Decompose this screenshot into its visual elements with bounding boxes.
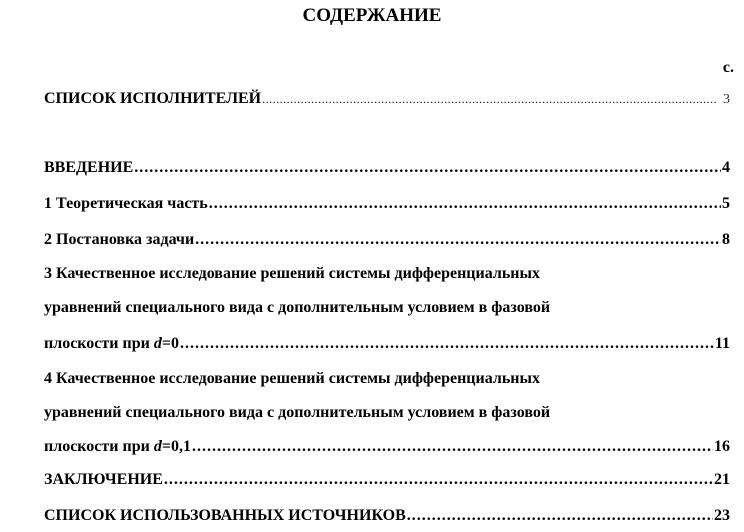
toc-entry-chapter3-line2: уравнений специального вида с дополнительным условием в фазовой [44, 299, 551, 316]
toc-entry-performers [44, 88, 730, 111]
toc-text-suffix: =0 [161, 335, 179, 352]
toc-entry-chapter4-line2: уравнений специального вида с дополнительным условием в фазовой [44, 404, 551, 421]
dot-leader [195, 229, 721, 251]
page-title: СОДЕРЖАНИЕ [302, 5, 442, 26]
toc-text-suffix: =0,1 [161, 438, 191, 455]
dot-leader [407, 505, 713, 527]
toc-page-number: 11 [714, 335, 730, 352]
toc-text-variable: d [153, 438, 162, 455]
toc-entry-chapter4-line3 [44, 436, 730, 458]
toc-page-number: 4 [722, 159, 730, 176]
toc-page-number: 3 [723, 92, 730, 107]
toc-entry-text: СПИСОК ИСПОЛНИТЕЛЕЙ [44, 90, 262, 107]
toc-entry-text: 2 Постановка задачи [44, 231, 195, 248]
toc-entry-theory [44, 193, 730, 215]
dot-leader [134, 157, 721, 179]
toc-entry-references [44, 505, 730, 527]
page-column-label: с. [722, 59, 734, 76]
toc-entry-text: СПИСОК ИСПОЛЬЗОВАННЫХ ИСТОЧНИКОВ [44, 507, 406, 524]
toc-entry-introduction [44, 157, 730, 179]
toc-page-number: 8 [722, 231, 730, 248]
toc-entry-text: 1 Теоретическая часть [44, 195, 208, 212]
toc-entry-chapter4-line1: 4 Качественное исследование решений системы дифференциальных [44, 370, 541, 387]
toc-page-number: 16 [714, 438, 730, 455]
toc-entry-chapter3-line1: 3 Качественное исследование решений системы дифференциальных [44, 265, 541, 282]
toc-page-number: 23 [714, 507, 730, 524]
dot-leader [262, 88, 716, 110]
dot-leader [192, 436, 713, 458]
dot-leader [164, 469, 713, 491]
toc-page-number: 21 [714, 471, 730, 488]
dot-leader [180, 333, 714, 355]
toc-entry-conclusion [44, 469, 730, 491]
toc-entry-chapter3-line3 [44, 333, 730, 355]
toc-entry-text [44, 436, 191, 458]
toc-text-variable: d [153, 335, 162, 352]
toc-entry-text: ВВЕДЕНИЕ [44, 159, 134, 176]
toc-text-prefix: плоскости при [44, 335, 154, 352]
dot-leader [209, 193, 721, 215]
toc-entry-text [44, 333, 179, 355]
toc-text-prefix: плоскости при [44, 438, 154, 455]
toc-entry-problem [44, 229, 730, 251]
toc-entry-text: ЗАКЛЮЧЕНИЕ [44, 471, 163, 488]
toc-page-number: 5 [722, 195, 730, 212]
